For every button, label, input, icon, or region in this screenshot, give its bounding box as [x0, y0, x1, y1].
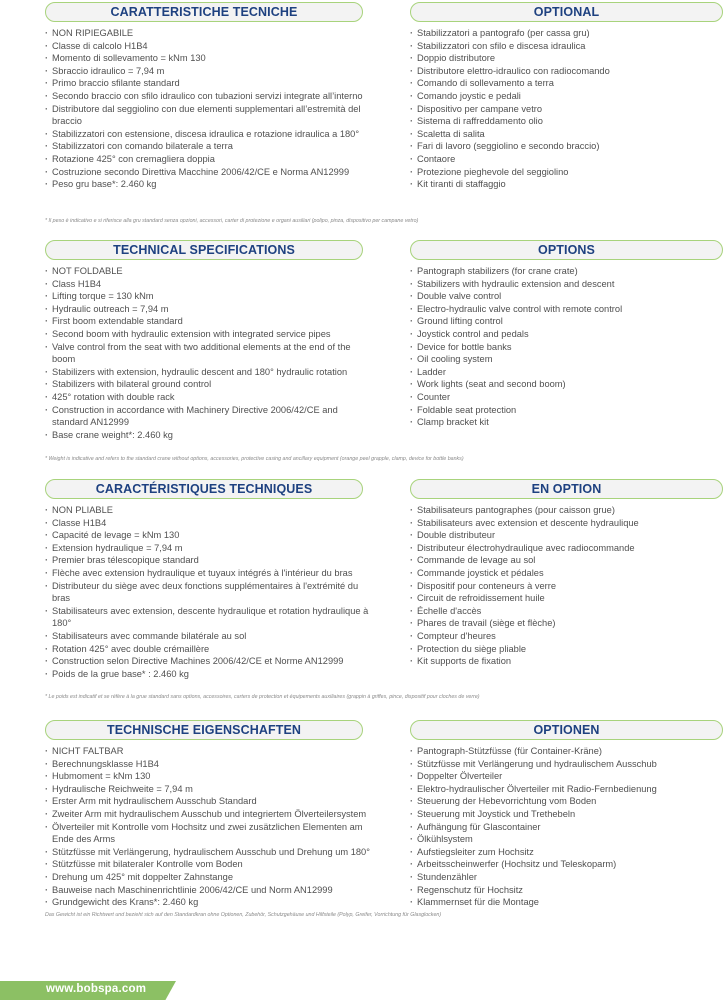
options-header — [410, 2, 723, 22]
list-item: · Hubmoment = kNm 130 — [45, 770, 370, 783]
list-item: · Stabilizers with bilateral ground control — [45, 378, 370, 391]
list-item: · Stabilizzatori con comando bilaterale a terra — [45, 140, 370, 153]
list-item: · Clamp bracket kit — [410, 416, 717, 429]
weight-footnote: * Il peso è indicativo e si riferisce alla gru standard senza opzioni, accessori, carter di protezione e organi ausiliari (polipo, pinza, dispositivo per campane vetro) — [45, 218, 419, 224]
list-item: · Distributore elettro-idraulico con radiocomando — [410, 65, 717, 78]
list-item: · Stützfüsse mit Verlängerung und hydraulischem Ausschub — [410, 758, 717, 771]
options-header — [410, 479, 723, 499]
list-item: · Elektro-hydraulischer Ölverteiler mit Radio-Fernbedienung — [410, 783, 717, 796]
list-item: · Protezione pieghevole del seggiolino — [410, 166, 717, 179]
list-item: · Peso gru base*: 2.460 kg — [45, 178, 370, 191]
options-list — [410, 27, 723, 191]
specs-list — [45, 745, 370, 909]
list-item: · Stabilizzatori con estensione, discesa idraulica e rotazione idraulica a 180° — [45, 128, 370, 141]
options-list — [410, 265, 723, 429]
list-item: · Poids de la grue base* : 2.460 kg — [45, 668, 370, 681]
specs-header — [45, 479, 363, 499]
list-item: · Doppelter Ölverteiler — [410, 770, 717, 783]
list-item: · Distributeur du siège avec deux fonctions supplémentaires à l'extrémité du bras — [45, 580, 370, 605]
list-item: · Sistema di raffreddamento olio — [410, 115, 717, 128]
list-item: · Erster Arm mit hydraulischem Ausschub Standard — [45, 795, 370, 808]
list-item: · Foldable seat protection — [410, 404, 717, 417]
list-item: · Stabilizers with hydraulic extension and descent — [410, 278, 717, 291]
list-item: · Sbraccio idraulico = 7,94 m — [45, 65, 370, 78]
list-item: · Pantograph-Stützfüsse (für Container-Kräne) — [410, 745, 717, 758]
options-column — [410, 479, 723, 668]
list-item: · Base crane weight*: 2.460 kg — [45, 429, 370, 442]
list-item: · Oil cooling system — [410, 353, 717, 366]
list-item: · Momento di sollevamento = kNm 130 — [45, 52, 370, 65]
options-title: EN OPTION — [531, 482, 602, 496]
list-item: · Steuerung mit Joystick und Trethebeln — [410, 808, 717, 821]
specs-title: TECHNISCHE EIGENSCHAFTEN — [106, 723, 302, 737]
options-list — [410, 504, 723, 668]
specs-header — [45, 240, 363, 260]
options-title: OPTIONAL — [533, 5, 600, 19]
weight-footnote: * Weight is indicative and refers to the standard crane without options, accessories, protective casing and ancillary equipment (orange peel grapple, clamp, device for bottle banks) — [45, 456, 464, 462]
specs-title: CARACTÉRISTIQUES TECHNIQUES — [95, 482, 313, 496]
list-item: · Lifting torque = 130 kNm — [45, 290, 370, 303]
list-item: · Construction selon Directive Machines 2006/42/CE et Norme AN12999 — [45, 655, 370, 668]
list-item: · Stabilizzatori a pantografo (per cassa gru) — [410, 27, 717, 40]
list-item: · Stabilisateurs avec extension, descente hydraulique et rotation hydraulique à 180° — [45, 605, 370, 630]
list-item: · Distributore dal seggiolino con due elementi supplementari all’estremità del braccio — [45, 103, 370, 128]
options-title: OPTIONS — [538, 243, 595, 257]
list-item: · Work lights (seat and second boom) — [410, 378, 717, 391]
list-item: · Drehung um 425° mit doppelter Zahnstange — [45, 871, 370, 884]
list-item: · Double valve control — [410, 290, 717, 303]
list-item: · Hydraulic outreach = 7,94 m — [45, 303, 370, 316]
list-item: · Grundgewicht des Krans*: 2.460 kg — [45, 896, 370, 909]
list-item: · Primo braccio sfilante standard — [45, 77, 370, 90]
list-item: · Kit supports de fixation — [410, 655, 717, 668]
list-item: · Ölverteiler mit Kontrolle vom Hochsitz und zwei zusätzlichen Elementen am Ende des Arms — [45, 821, 370, 846]
list-item: · Device for bottle banks — [410, 341, 717, 354]
list-item: · Scaletta di salita — [410, 128, 717, 141]
list-item: · Second boom with hydraulic extension with integrated service pipes — [45, 328, 370, 341]
list-item: · Zweiter Arm mit hydraulischem Ausschub und integriertem Ölverteilersystem — [45, 808, 370, 821]
list-item: · Distributeur électrohydraulique avec radiocommande — [410, 542, 717, 555]
list-item: · Class H1B4 — [45, 278, 370, 291]
list-item: · Extension hydraulique = 7,94 m — [45, 542, 370, 555]
list-item: · Ladder — [410, 366, 717, 379]
list-item: · Stabilizers with extension, hydraulic descent and 180° hydraulic rotation — [45, 366, 370, 379]
list-item: · First boom extendable standard — [45, 315, 370, 328]
list-item: · Costruzione secondo Direttiva Macchine 2006/42/CE e Norma AN12999 — [45, 166, 370, 179]
list-item: · Pantograph stabilizers (for crane crate) — [410, 265, 717, 278]
options-column — [410, 2, 723, 191]
list-item: · NICHT FALTBAR — [45, 745, 370, 758]
options-list — [410, 745, 723, 909]
list-item: · Counter — [410, 391, 717, 404]
list-item: · Dispositivo per campane vetro — [410, 103, 717, 116]
options-header — [410, 240, 723, 260]
list-item: · Berechnungsklasse H1B4 — [45, 758, 370, 771]
list-item: · Regenschutz für Hochsitz — [410, 884, 717, 897]
list-item: · Secondo braccio con sfilo idraulico con tubazioni servizi integrate all’interno — [45, 90, 370, 103]
list-item: · Fari di lavoro (seggiolino e secondo braccio) — [410, 140, 717, 153]
specs-header — [45, 2, 363, 22]
list-item: · Premier bras télescopique standard — [45, 554, 370, 567]
specs-column — [45, 479, 369, 680]
list-item: · Circuit de refroidissement huile — [410, 592, 717, 605]
list-item: · Stabilisateurs avec commande bilatérale au sol — [45, 630, 370, 643]
list-item: · Commande joystick et pédales — [410, 567, 717, 580]
specs-column — [45, 240, 363, 441]
specs-column — [45, 2, 363, 191]
list-item: · Stabilizzatori con sfilo e discesa idraulica — [410, 40, 717, 53]
list-item: · Construction in accordance with Machinery Directive 2006/42/CE and standard AN12999 — [45, 404, 370, 429]
list-item: · Flèche avec extension hydraulique et tuyaux intégrés à l'intérieur du bras — [45, 567, 370, 580]
list-item: · Protection du siège pliable — [410, 643, 717, 656]
list-item: · Commande de levage au sol — [410, 554, 717, 567]
options-column — [410, 720, 723, 909]
list-item: · Stabilisateurs avec extension et descente hydraulique — [410, 517, 717, 530]
specs-title: TECHNICAL SPECIFICATIONS — [113, 243, 295, 257]
weight-footnote: * Le poids est indicatif et se réfère à la grue standard sans options, accessoires, carters de protection et équipements auxiliaires (grappin à griffes, pince, dispositif pour cloches de verre) — [45, 694, 480, 700]
specs-title: CARATTERISTICHE TECNICHE — [110, 5, 298, 19]
options-title: OPTIONEN — [533, 723, 600, 737]
list-item: · Aufstiegsleiter zum Hochsitz — [410, 846, 717, 859]
list-item: · Kit tiranti di staffaggio — [410, 178, 717, 191]
list-item: · Comando joystic e pedali — [410, 90, 717, 103]
specs-list — [45, 504, 369, 680]
list-item: · Contaore — [410, 153, 717, 166]
list-item: · 425° rotation with double rack — [45, 391, 370, 404]
specs-list — [45, 27, 363, 191]
list-item: · NON RIPIEGABILE — [45, 27, 370, 40]
list-item: · Hydraulische Reichweite = 7,94 m — [45, 783, 370, 796]
list-item: · Doppio distributore — [410, 52, 717, 65]
list-item: · Dispositif pour conteneurs à verre — [410, 580, 717, 593]
weight-footnote: Das Gewicht ist ein Richtwert und bezieht sich auf den Standardkran ohne Optionen, Zubehör, Schutzgehäuse und Hilfsteile (Polyp, Greifer, Vorrichtung für Glasglocken) — [45, 912, 442, 918]
list-item: · Stundenzähler — [410, 871, 717, 884]
list-item: · Klammernset für die Montage — [410, 896, 717, 909]
list-item: · Comando di sollevamento a terra — [410, 77, 717, 90]
specs-header — [45, 720, 363, 740]
list-item: · Ground lifting control — [410, 315, 717, 328]
list-item: · Classe di calcolo H1B4 — [45, 40, 370, 53]
list-item: · Classe H1B4 — [45, 517, 370, 530]
list-item: · Arbeitsscheinwerfer (Hochsitz und Teleskoparm) — [410, 858, 717, 871]
list-item: · NOT FOLDABLE — [45, 265, 370, 278]
options-column — [410, 240, 723, 429]
list-item: · Phares de travail (siège et flèche) — [410, 617, 717, 630]
list-item: · NON PLIABLE — [45, 504, 370, 517]
list-item: · Rotazione 425° con cremagliera doppia — [45, 153, 370, 166]
list-item: · Stabilisateurs pantographes (pour caisson grue) — [410, 504, 717, 517]
list-item: · Bauweise nach Maschinenrichtlinie 2006/42/CE und Norm AN12999 — [45, 884, 370, 897]
list-item: · Ölkühlsystem — [410, 833, 717, 846]
options-header — [410, 720, 723, 740]
list-item: · Rotation 425° avec double crémaillère — [45, 643, 370, 656]
specs-list — [45, 265, 363, 441]
list-item: · Stützfüsse mit bilateraler Kontrolle vom Boden — [45, 858, 370, 871]
list-item: · Double distributeur — [410, 529, 717, 542]
website-link[interactable]: www.bobspa.com — [46, 983, 147, 995]
list-item: · Capacité de levage = kNm 130 — [45, 529, 370, 542]
list-item: · Electro-hydraulic valve control with remote control — [410, 303, 717, 316]
list-item: · Compteur d'heures — [410, 630, 717, 643]
list-item: · Stützfüsse mit Verlängerung, hydraulischem Ausschub und Drehung um 180° — [45, 846, 370, 859]
specs-column — [45, 720, 370, 909]
list-item: · Joystick control and pedals — [410, 328, 717, 341]
list-item: · Aufhängung für Glascontainer — [410, 821, 717, 834]
list-item: · Échelle d'accès — [410, 605, 717, 618]
list-item: · Valve control from the seat with two additional elements at the end of the boom — [45, 341, 370, 366]
list-item: · Steuerung der Hebevorrichtung vom Boden — [410, 795, 717, 808]
